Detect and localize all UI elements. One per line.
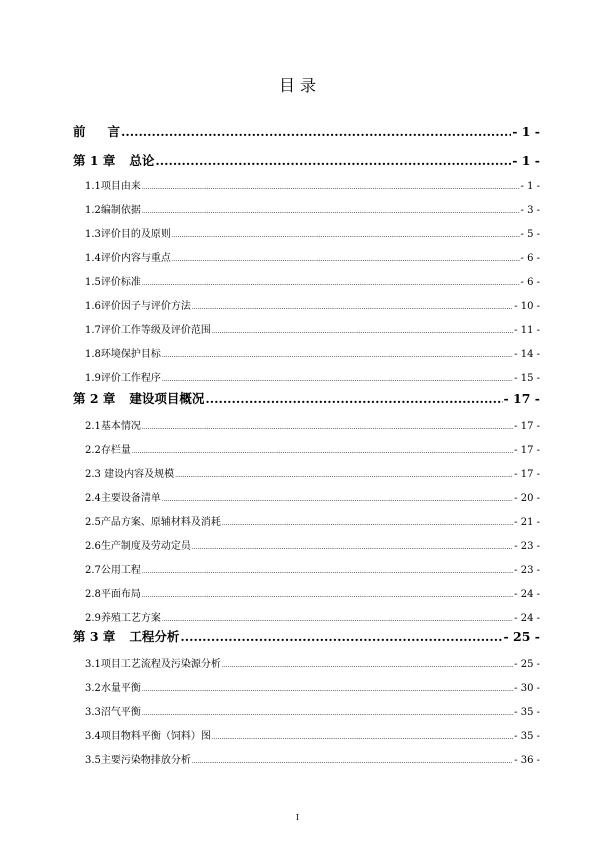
toc-entry-page: - 20 - xyxy=(514,493,540,504)
toc-entry-page: - 23 - xyxy=(514,565,540,576)
toc-section-entry[interactable] xyxy=(85,369,540,384)
toc-leader-dots xyxy=(142,589,513,600)
toc-entry-label xyxy=(85,585,141,600)
toc-entry-page: - 25 - xyxy=(503,629,540,644)
toc-entry-number: 第 3 章 xyxy=(73,629,116,644)
toc-leader-dots xyxy=(142,181,520,192)
toc-entry-title: 评价工作程序 xyxy=(100,373,161,384)
toc-entry-label xyxy=(73,151,154,169)
toc-entry-title: 基本情况 xyxy=(100,421,141,432)
toc-section-entry[interactable] xyxy=(85,345,540,360)
toc-entry-number: 2.4 xyxy=(85,493,101,504)
toc-entry-page: - 21 - xyxy=(514,517,540,528)
toc-entry-number: 1.7 xyxy=(85,325,101,336)
toc-section-entry[interactable] xyxy=(85,585,540,600)
toc-entry-page: - 24 - xyxy=(514,589,540,600)
toc-entry-label xyxy=(85,201,141,216)
toc-leader-dots xyxy=(175,469,513,480)
toc-section-entry[interactable] xyxy=(85,297,540,312)
toc-entry-number: 1.4 xyxy=(85,253,101,264)
toc-leader-dots xyxy=(142,683,513,694)
page-number: I xyxy=(295,813,300,822)
toc-leader-dots xyxy=(192,541,513,552)
toc-entry-label xyxy=(85,561,141,576)
toc-leader-dots xyxy=(142,205,520,216)
toc-leader-dots xyxy=(180,629,502,644)
toc-entry-label xyxy=(85,417,141,432)
toc-section-entry[interactable] xyxy=(85,751,540,766)
toc-leader-dots xyxy=(212,325,513,336)
toc-entry-page: - 1 - xyxy=(512,153,540,168)
toc-entry-number: 1.3 xyxy=(85,229,101,240)
toc-entry-label xyxy=(85,297,191,312)
toc-chapter-entry[interactable] xyxy=(73,151,540,169)
toc-section-entry[interactable] xyxy=(85,561,540,576)
toc-leader-dots xyxy=(172,229,520,240)
toc-chapter-entry[interactable] xyxy=(73,122,540,140)
toc-entry-title: 平面布局 xyxy=(100,589,141,600)
toc-leader-dots xyxy=(172,253,520,264)
toc-leader-dots xyxy=(142,707,513,718)
toc-entry-label xyxy=(85,655,221,670)
toc-entry-page: - 1 - xyxy=(512,124,540,139)
toc-leader-dots xyxy=(212,731,513,742)
toc-entry-title: 生产制度及劳动定员 xyxy=(100,541,191,552)
toc-entry-number: 1.9 xyxy=(85,373,101,384)
toc-chapter-entry[interactable] xyxy=(73,389,540,407)
toc-entry-page: - 23 - xyxy=(514,541,540,552)
toc-section-entry[interactable] xyxy=(85,655,540,670)
toc-entry-number: 1.8 xyxy=(85,349,101,360)
toc-entry-page: - 17 - xyxy=(514,469,540,480)
toc-entry-page: - 24 - xyxy=(514,613,540,624)
toc-entry-label xyxy=(85,369,161,384)
toc-entry-page: - 17 - xyxy=(503,391,540,406)
toc-entry-label xyxy=(73,122,120,140)
toc-leader-dots xyxy=(162,493,513,504)
toc-entry-number: 2.8 xyxy=(85,589,101,600)
toc-entry-number: 2.6 xyxy=(85,541,101,552)
toc-entry-number: 2.5 xyxy=(85,517,101,528)
toc-leader-dots xyxy=(192,301,513,312)
toc-entry-number: 2.9 xyxy=(85,613,101,624)
toc-section-entry[interactable] xyxy=(85,177,540,192)
toc-section-entry[interactable] xyxy=(85,225,540,240)
toc-entry-label xyxy=(85,537,191,552)
toc-entry-number: 3.2 xyxy=(85,683,101,694)
toc-entry-title: 评价因子与评价方法 xyxy=(100,301,191,312)
toc-entry-title: 公用工程 xyxy=(100,565,141,576)
toc-leader-dots xyxy=(142,421,513,432)
toc-entry-title: 评价内容与重点 xyxy=(100,253,171,264)
toc-section-entry[interactable] xyxy=(85,679,540,694)
toc-entry-page: - 36 - xyxy=(514,755,540,766)
toc-entry-title: 产品方案、原辅材料及消耗 xyxy=(100,517,221,528)
toc-section-entry[interactable] xyxy=(85,321,540,336)
toc-entry-title: 评价工作等级及评价范围 xyxy=(100,325,211,336)
toc-entry-number: 1.6 xyxy=(85,301,101,312)
toc-leader-dots xyxy=(162,373,513,384)
toc-entry-page: - 17 - xyxy=(514,421,540,432)
toc-entry-page: - 11 - xyxy=(514,325,540,336)
toc-section-entry[interactable] xyxy=(85,609,540,624)
toc-entry-number: 第 1 章 xyxy=(73,153,116,168)
toc-entry-label xyxy=(73,627,179,645)
toc-entry-page: - 3 - xyxy=(520,205,540,216)
toc-entry-number: 2.1 xyxy=(85,421,101,432)
toc-section-entry[interactable] xyxy=(85,513,540,528)
toc-entry-title: 项目由来 xyxy=(100,181,141,192)
toc-entry-label xyxy=(85,703,141,718)
toc-entry-title: 总论 xyxy=(129,153,155,168)
toc-section-entry[interactable] xyxy=(85,441,540,456)
toc-section-entry[interactable] xyxy=(85,703,540,718)
toc-entry-number: 1.2 xyxy=(85,205,101,216)
toc-leader-dots xyxy=(205,391,502,406)
toc-entry-page: - 5 - xyxy=(520,229,540,240)
toc-section-entry[interactable] xyxy=(85,249,540,264)
toc-entry-label xyxy=(85,225,171,240)
toc-entry-page: - 35 - xyxy=(514,731,540,742)
toc-entry-label xyxy=(85,727,211,742)
toc-leader-dots xyxy=(155,153,511,168)
toc-entry-title: 养殖工艺方案 xyxy=(100,613,161,624)
toc-entry-title: 主要污染物排放分析 xyxy=(100,755,191,766)
toc-entry-number: 2.2 xyxy=(85,445,101,456)
toc-entry-page: - 17 - xyxy=(514,445,540,456)
toc-section-entry[interactable] xyxy=(85,273,540,288)
toc-section-entry[interactable] xyxy=(85,489,540,504)
toc-entry-title: 水量平衡 xyxy=(100,683,141,694)
toc-leader-dots xyxy=(192,755,513,766)
toc-entry-label xyxy=(85,609,161,624)
toc-entry-label xyxy=(85,489,161,504)
toc-entry-label xyxy=(85,321,211,336)
toc-entry-number: 2.3 xyxy=(85,469,101,480)
toc-entry-number: 第 2 章 xyxy=(73,391,116,406)
toc-section-entry[interactable] xyxy=(85,201,540,216)
toc-entry-page: - 15 - xyxy=(514,373,540,384)
toc-entry-label xyxy=(85,249,171,264)
toc-entry-title: 环境保护目标 xyxy=(100,349,161,360)
toc-leader-dots xyxy=(142,565,513,576)
toc-entry-page: - 35 - xyxy=(514,707,540,718)
toc-entry-title: 言 xyxy=(107,124,121,139)
toc-entry-number: 2.7 xyxy=(85,565,101,576)
toc-leader-dots xyxy=(121,124,511,139)
toc-entry-title: 项目物料平衡（饲料）图 xyxy=(100,731,211,742)
toc-section-entry[interactable] xyxy=(85,537,540,552)
toc-entry-label xyxy=(85,679,141,694)
toc-entry-title: 建设内容及规模 xyxy=(100,469,175,480)
toc-entry-page: - 6 - xyxy=(520,253,540,264)
toc-entry-title: 主要设备清单 xyxy=(100,493,161,504)
toc-entry-label xyxy=(85,465,174,480)
toc-entry-label xyxy=(85,513,221,528)
toc-entry-title: 工程分析 xyxy=(129,629,180,644)
toc-entry-page: - 10 - xyxy=(514,301,540,312)
toc-entry-title: 沼气平衡 xyxy=(100,707,141,718)
toc-entry-number: 1.5 xyxy=(85,277,101,288)
toc-entry-number: 3.4 xyxy=(85,731,101,742)
toc-entry-label xyxy=(73,389,204,407)
toc-entry-label xyxy=(85,273,141,288)
toc-entry-page: - 1 - xyxy=(520,181,540,192)
toc-leader-dots xyxy=(162,349,513,360)
toc-leader-dots xyxy=(142,277,520,288)
toc-entry-number: 3.5 xyxy=(85,755,101,766)
toc-leader-dots xyxy=(162,613,513,624)
toc-leader-dots xyxy=(222,517,513,528)
toc-entry-page: - 25 - xyxy=(514,659,540,670)
toc-entry-number: 3.1 xyxy=(85,659,101,670)
toc-entry-number: 3.3 xyxy=(85,707,101,718)
toc-entry-page: - 30 - xyxy=(514,683,540,694)
toc-chapter-entry[interactable] xyxy=(73,627,540,645)
toc-entry-page: - 14 - xyxy=(514,349,540,360)
toc-entry-page: - 6 - xyxy=(520,277,540,288)
toc-section-entry[interactable] xyxy=(85,417,540,432)
toc-entry-label xyxy=(85,751,191,766)
toc-entry-title: 项目工艺流程及污染源分析 xyxy=(100,659,221,670)
toc-entry-title: 编制依据 xyxy=(100,205,141,216)
toc-entry-title: 存栏量 xyxy=(100,445,131,456)
toc-leader-dots xyxy=(222,659,513,670)
toc-entry-number: 1.1 xyxy=(85,181,101,192)
toc-entry-label xyxy=(85,177,141,192)
toc-leader-dots xyxy=(132,445,513,456)
toc-entry-title: 建设项目概况 xyxy=(129,391,205,406)
toc-entry-title: 评价目的及原则 xyxy=(100,229,171,240)
toc-title: 目 录 xyxy=(278,76,317,95)
toc-section-entry[interactable] xyxy=(85,465,540,480)
toc-entry-number: 前 xyxy=(73,124,86,139)
toc-section-entry[interactable] xyxy=(85,727,540,742)
toc-entry-title: 评价标准 xyxy=(100,277,141,288)
toc-entry-label xyxy=(85,441,131,456)
toc-entry-label xyxy=(85,345,161,360)
